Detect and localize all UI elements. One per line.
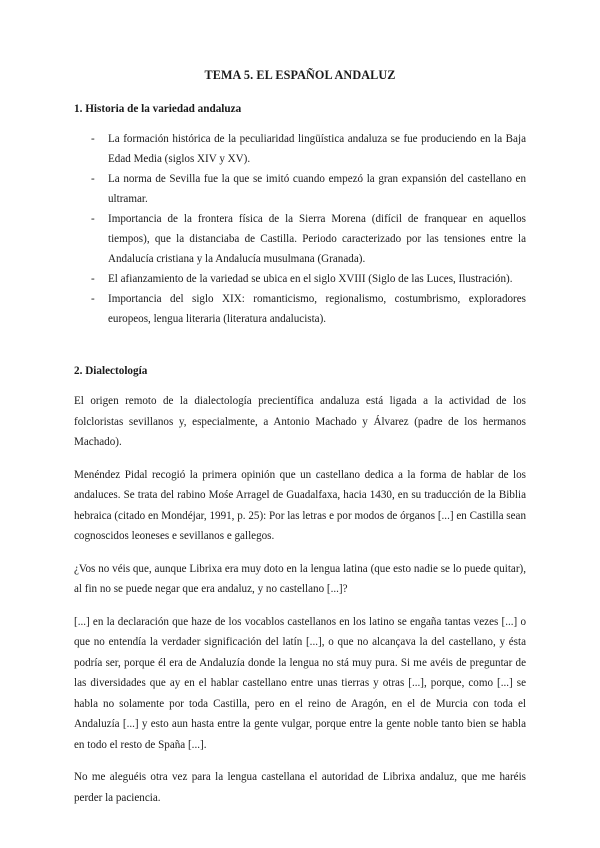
- list-item: [74, 209, 526, 269]
- list-item: [74, 289, 526, 329]
- bullet-text: El afianzamiento de la variedad se ubica en el siglo XVIII (Siglo de las Luces, Ilustración).: [108, 273, 513, 285]
- bullet-text: Importancia de la frontera física de la Sierra Morena (difícil de franquear en aquellos tiempos), que la distanciaba de Castilla. Periodo caracterizado por las tensiones entre la Andalucía cristiana y la Andalucía musulmana (Granada).: [108, 213, 526, 265]
- bullet-dash: -: [91, 213, 95, 225]
- bullet-text: La norma de Sevilla fue la que se imitó cuando empezó la gran expansión del castellano en ultramar.: [108, 173, 526, 205]
- history-bullet-list: [74, 129, 526, 329]
- bullet-dash: -: [91, 173, 95, 185]
- section-spacer: [74, 329, 526, 365]
- paragraph-quote-declaracion: [...] en la declaración que haze de los vocablos castellanos en los latino se engaña tantas vezes [...] o que no entendía la verdader significación del latín [...], o que no alcançava la del castellano, y ésta podría ser, porque él era de Andaluzía donde la lengua no stá muy pura. Si me avéis de preguntar de las diversidades que ay en el hablar castellano entre unas tierras y otras [...], porque, como [...] se habla no solamente por toda Castilla, pero en el reino de Aragón, en el de Murcia con toda el Andaluzía [...] y esto aun hasta entre la gente vulgar, porque entre la gente noble tanto bien se habla en todo el resto de Spaña [...].: [74, 615, 526, 751]
- section-heading-dialectology: 2. Dialectología: [74, 365, 148, 377]
- bullet-dash: -: [91, 273, 95, 285]
- paragraph-origin: El origen remoto de la dialectología precientífica andaluza está ligada a la actividad de los folcloristas sevillanos y, especialmente, a Antonio Machado y Álvarez (padre de los hermanos Machado).: [74, 395, 526, 448]
- paragraph-quote-paciencia: No me aleguéis otra vez para la lengua castellana el autoridad de Librixa andaluz, que me haréis perder la paciencia.: [74, 771, 526, 804]
- bullet-dash: -: [91, 293, 95, 305]
- bullet-text: La formación histórica de la peculiaridad lingüística andaluza se fue produciendo en la Baja Edad Media (siglos XIV y XV).: [108, 133, 526, 165]
- list-item: [74, 129, 526, 169]
- paragraph-menendez-pidal: Menéndez Pidal recogió la primera opinión que un castellano dedica a la forma de hablar de los andaluces. Se trata del rabino Mośe Arragel de Guadalfaxa, hacia 1430, en su traducción de la Biblia hebraica (citado en Mondéjar, 1991, p. 25): Por las letras e por modos de órganos [...] en Castilla sean cognoscidos leoneses e sevillanos e gallegos.: [74, 468, 526, 542]
- section-heading-history: 1. Historia de la variedad andaluza: [74, 103, 242, 115]
- bullet-dash: -: [91, 133, 95, 145]
- document-title: TEMA 5. EL ESPAÑOL ANDALUZ: [204, 68, 396, 82]
- paragraph-quote-librixa: ¿Vos no véis que, aunque Librixa era muy doto en la lengua latina (que esto nadie se lo puede quitar), al fin no se puede negar que era andaluz, y no castellano [...]?: [74, 562, 526, 595]
- list-item: [74, 169, 526, 209]
- bullet-text: Importancia del siglo XIX: romanticismo, regionalismo, costumbrismo, exploradores europeos, lengua literaria (literatura andalucista).: [108, 293, 526, 325]
- list-item: [74, 269, 526, 289]
